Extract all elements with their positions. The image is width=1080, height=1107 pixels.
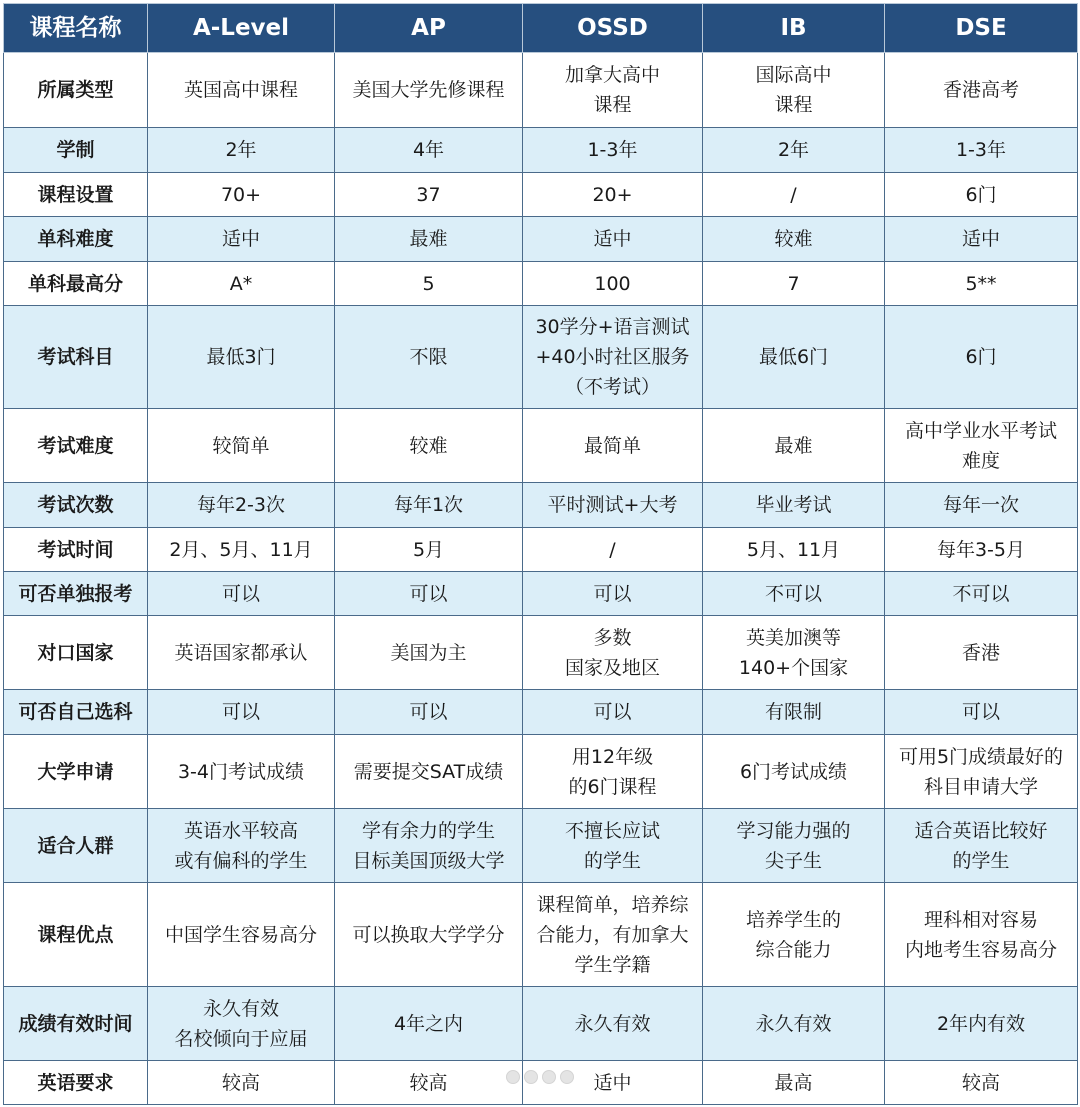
row-label: 可否单独报考	[4, 572, 148, 616]
row-label: 单科难度	[4, 217, 148, 262]
row-label: 考试科目	[4, 306, 148, 409]
table-cell: /	[703, 173, 885, 217]
header-cell-ap: AP	[335, 4, 523, 53]
row-label: 对口国家	[4, 616, 148, 690]
table-cell: 适中	[885, 217, 1078, 262]
table-row	[4, 173, 1078, 217]
header-cell-dse: DSE	[885, 4, 1078, 53]
table-cell: 适中	[523, 1061, 703, 1105]
table-row	[4, 883, 1078, 987]
table-cell: 香港高考	[885, 53, 1078, 128]
table-cell: 70+	[148, 173, 335, 217]
header-cell-ossd: OSSD	[523, 4, 703, 53]
table-row	[4, 306, 1078, 409]
table-row	[4, 987, 1078, 1061]
table-cell: 英美加澳等 140+个国家	[703, 616, 885, 690]
table-row	[4, 53, 1078, 128]
table-cell: 不擅长应试 的学生	[523, 809, 703, 883]
table-cell: 不限	[335, 306, 523, 409]
row-label: 考试时间	[4, 528, 148, 572]
row-label: 课程优点	[4, 883, 148, 987]
page-dot	[560, 1070, 574, 1084]
table-cell: 每年一次	[885, 483, 1078, 528]
table-row	[4, 809, 1078, 883]
table-cell: 可用5门成绩最好的 科目申请大学	[885, 735, 1078, 809]
table-cell: 5月、11月	[703, 528, 885, 572]
table-cell: 2年	[148, 128, 335, 173]
row-label: 所属类型	[4, 53, 148, 128]
table-cell: 适合英语比较好 的学生	[885, 809, 1078, 883]
table-cell: 可以	[523, 690, 703, 735]
table-row	[4, 616, 1078, 690]
table-cell: A*	[148, 262, 335, 306]
table-row	[4, 262, 1078, 306]
row-label: 大学申请	[4, 735, 148, 809]
header-cell-course-name: 课程名称	[4, 4, 148, 53]
table-cell: 100	[523, 262, 703, 306]
table-cell: 多数 国家及地区	[523, 616, 703, 690]
table-cell: 永久有效	[703, 987, 885, 1061]
table-cell: 英国高中课程	[148, 53, 335, 128]
table-cell: 可以	[335, 572, 523, 616]
table-cell: 20+	[523, 173, 703, 217]
table-cell: 需要提交SAT成绩	[335, 735, 523, 809]
comparison-table-wrapper	[3, 3, 1077, 1105]
table-cell: 适中	[523, 217, 703, 262]
table-cell: 最低6门	[703, 306, 885, 409]
table-cell: 5**	[885, 262, 1078, 306]
table-cell: 可以换取大学学分	[335, 883, 523, 987]
table-row	[4, 483, 1078, 528]
table-row	[4, 409, 1078, 483]
table-cell: 较难	[335, 409, 523, 483]
table-cell: 30学分+语言测试 +40小时社区服务 （不考试）	[523, 306, 703, 409]
table-cell: 3-4门考试成绩	[148, 735, 335, 809]
table-cell: /	[523, 528, 703, 572]
table-row	[4, 528, 1078, 572]
table-cell: 学有余力的学生 目标美国顶级大学	[335, 809, 523, 883]
table-cell: 可以	[148, 572, 335, 616]
table-cell: 较高	[885, 1061, 1078, 1105]
table-cell: 可以	[148, 690, 335, 735]
row-label: 成绩有效时间	[4, 987, 148, 1061]
table-cell: 国际高中 课程	[703, 53, 885, 128]
table-cell: 毕业考试	[703, 483, 885, 528]
table-row	[4, 735, 1078, 809]
row-label: 单科最高分	[4, 262, 148, 306]
table-cell: 较难	[703, 217, 885, 262]
table-cell: 最难	[703, 409, 885, 483]
table-cell: 最低3门	[148, 306, 335, 409]
table-cell: 中国学生容易高分	[148, 883, 335, 987]
table-cell: 较高	[335, 1061, 523, 1105]
curriculum-comparison-table	[3, 3, 1078, 1105]
table-cell: 英语国家都承认	[148, 616, 335, 690]
table-cell: 不可以	[885, 572, 1078, 616]
table-cell: 2年内有效	[885, 987, 1078, 1061]
row-label: 可否自己选科	[4, 690, 148, 735]
table-cell: 最高	[703, 1061, 885, 1105]
table-cell: 4年之内	[335, 987, 523, 1061]
row-label: 考试次数	[4, 483, 148, 528]
table-cell: 永久有效	[523, 987, 703, 1061]
page-indicator	[506, 1070, 574, 1084]
row-label: 考试难度	[4, 409, 148, 483]
row-label: 英语要求	[4, 1061, 148, 1105]
table-cell: 理科相对容易 内地考生容易高分	[885, 883, 1078, 987]
table-cell: 高中学业水平考试 难度	[885, 409, 1078, 483]
table-cell: 用12年级 的6门课程	[523, 735, 703, 809]
table-cell: 适中	[148, 217, 335, 262]
row-label: 适合人群	[4, 809, 148, 883]
row-label: 课程设置	[4, 173, 148, 217]
page-dot	[542, 1070, 556, 1084]
table-cell: 5月	[335, 528, 523, 572]
table-cell: 香港	[885, 616, 1078, 690]
table-cell: 每年1次	[335, 483, 523, 528]
table-row	[4, 217, 1078, 262]
table-cell: 每年2-3次	[148, 483, 335, 528]
page-dot	[506, 1070, 520, 1084]
table-cell: 1-3年	[885, 128, 1078, 173]
table-cell: 1-3年	[523, 128, 703, 173]
table-cell: 6门考试成绩	[703, 735, 885, 809]
table-cell: 英语水平较高 或有偏科的学生	[148, 809, 335, 883]
table-cell: 6门	[885, 306, 1078, 409]
table-cell: 有限制	[703, 690, 885, 735]
table-cell: 美国大学先修课程	[335, 53, 523, 128]
header-cell-ib: IB	[703, 4, 885, 53]
table-cell: 平时测试+大考	[523, 483, 703, 528]
table-cell: 4年	[335, 128, 523, 173]
table-row	[4, 572, 1078, 616]
row-label: 学制	[4, 128, 148, 173]
table-cell: 37	[335, 173, 523, 217]
table-cell: 课程简单，培养综 合能力，有加拿大 学生学籍	[523, 883, 703, 987]
table-cell: 美国为主	[335, 616, 523, 690]
table-cell: 7	[703, 262, 885, 306]
table-cell: 学习能力强的 尖子生	[703, 809, 885, 883]
table-cell: 每年3-5月	[885, 528, 1078, 572]
table-cell: 可以	[335, 690, 523, 735]
table-cell: 2年	[703, 128, 885, 173]
table-row	[4, 690, 1078, 735]
table-cell: 永久有效 名校倾向于应届	[148, 987, 335, 1061]
table-cell: 较简单	[148, 409, 335, 483]
table-cell: 2月、5月、11月	[148, 528, 335, 572]
table-cell: 培养学生的 综合能力	[703, 883, 885, 987]
page-dot	[524, 1070, 538, 1084]
table-cell: 不可以	[703, 572, 885, 616]
table-cell: 最简单	[523, 409, 703, 483]
header-row	[4, 4, 1078, 53]
table-cell: 6门	[885, 173, 1078, 217]
table-cell: 可以	[885, 690, 1078, 735]
header-cell-a-level: A-Level	[148, 4, 335, 53]
table-cell: 可以	[523, 572, 703, 616]
table-cell: 5	[335, 262, 523, 306]
table-cell: 较高	[148, 1061, 335, 1105]
table-row	[4, 128, 1078, 173]
table-cell: 加拿大高中 课程	[523, 53, 703, 128]
table-cell: 最难	[335, 217, 523, 262]
